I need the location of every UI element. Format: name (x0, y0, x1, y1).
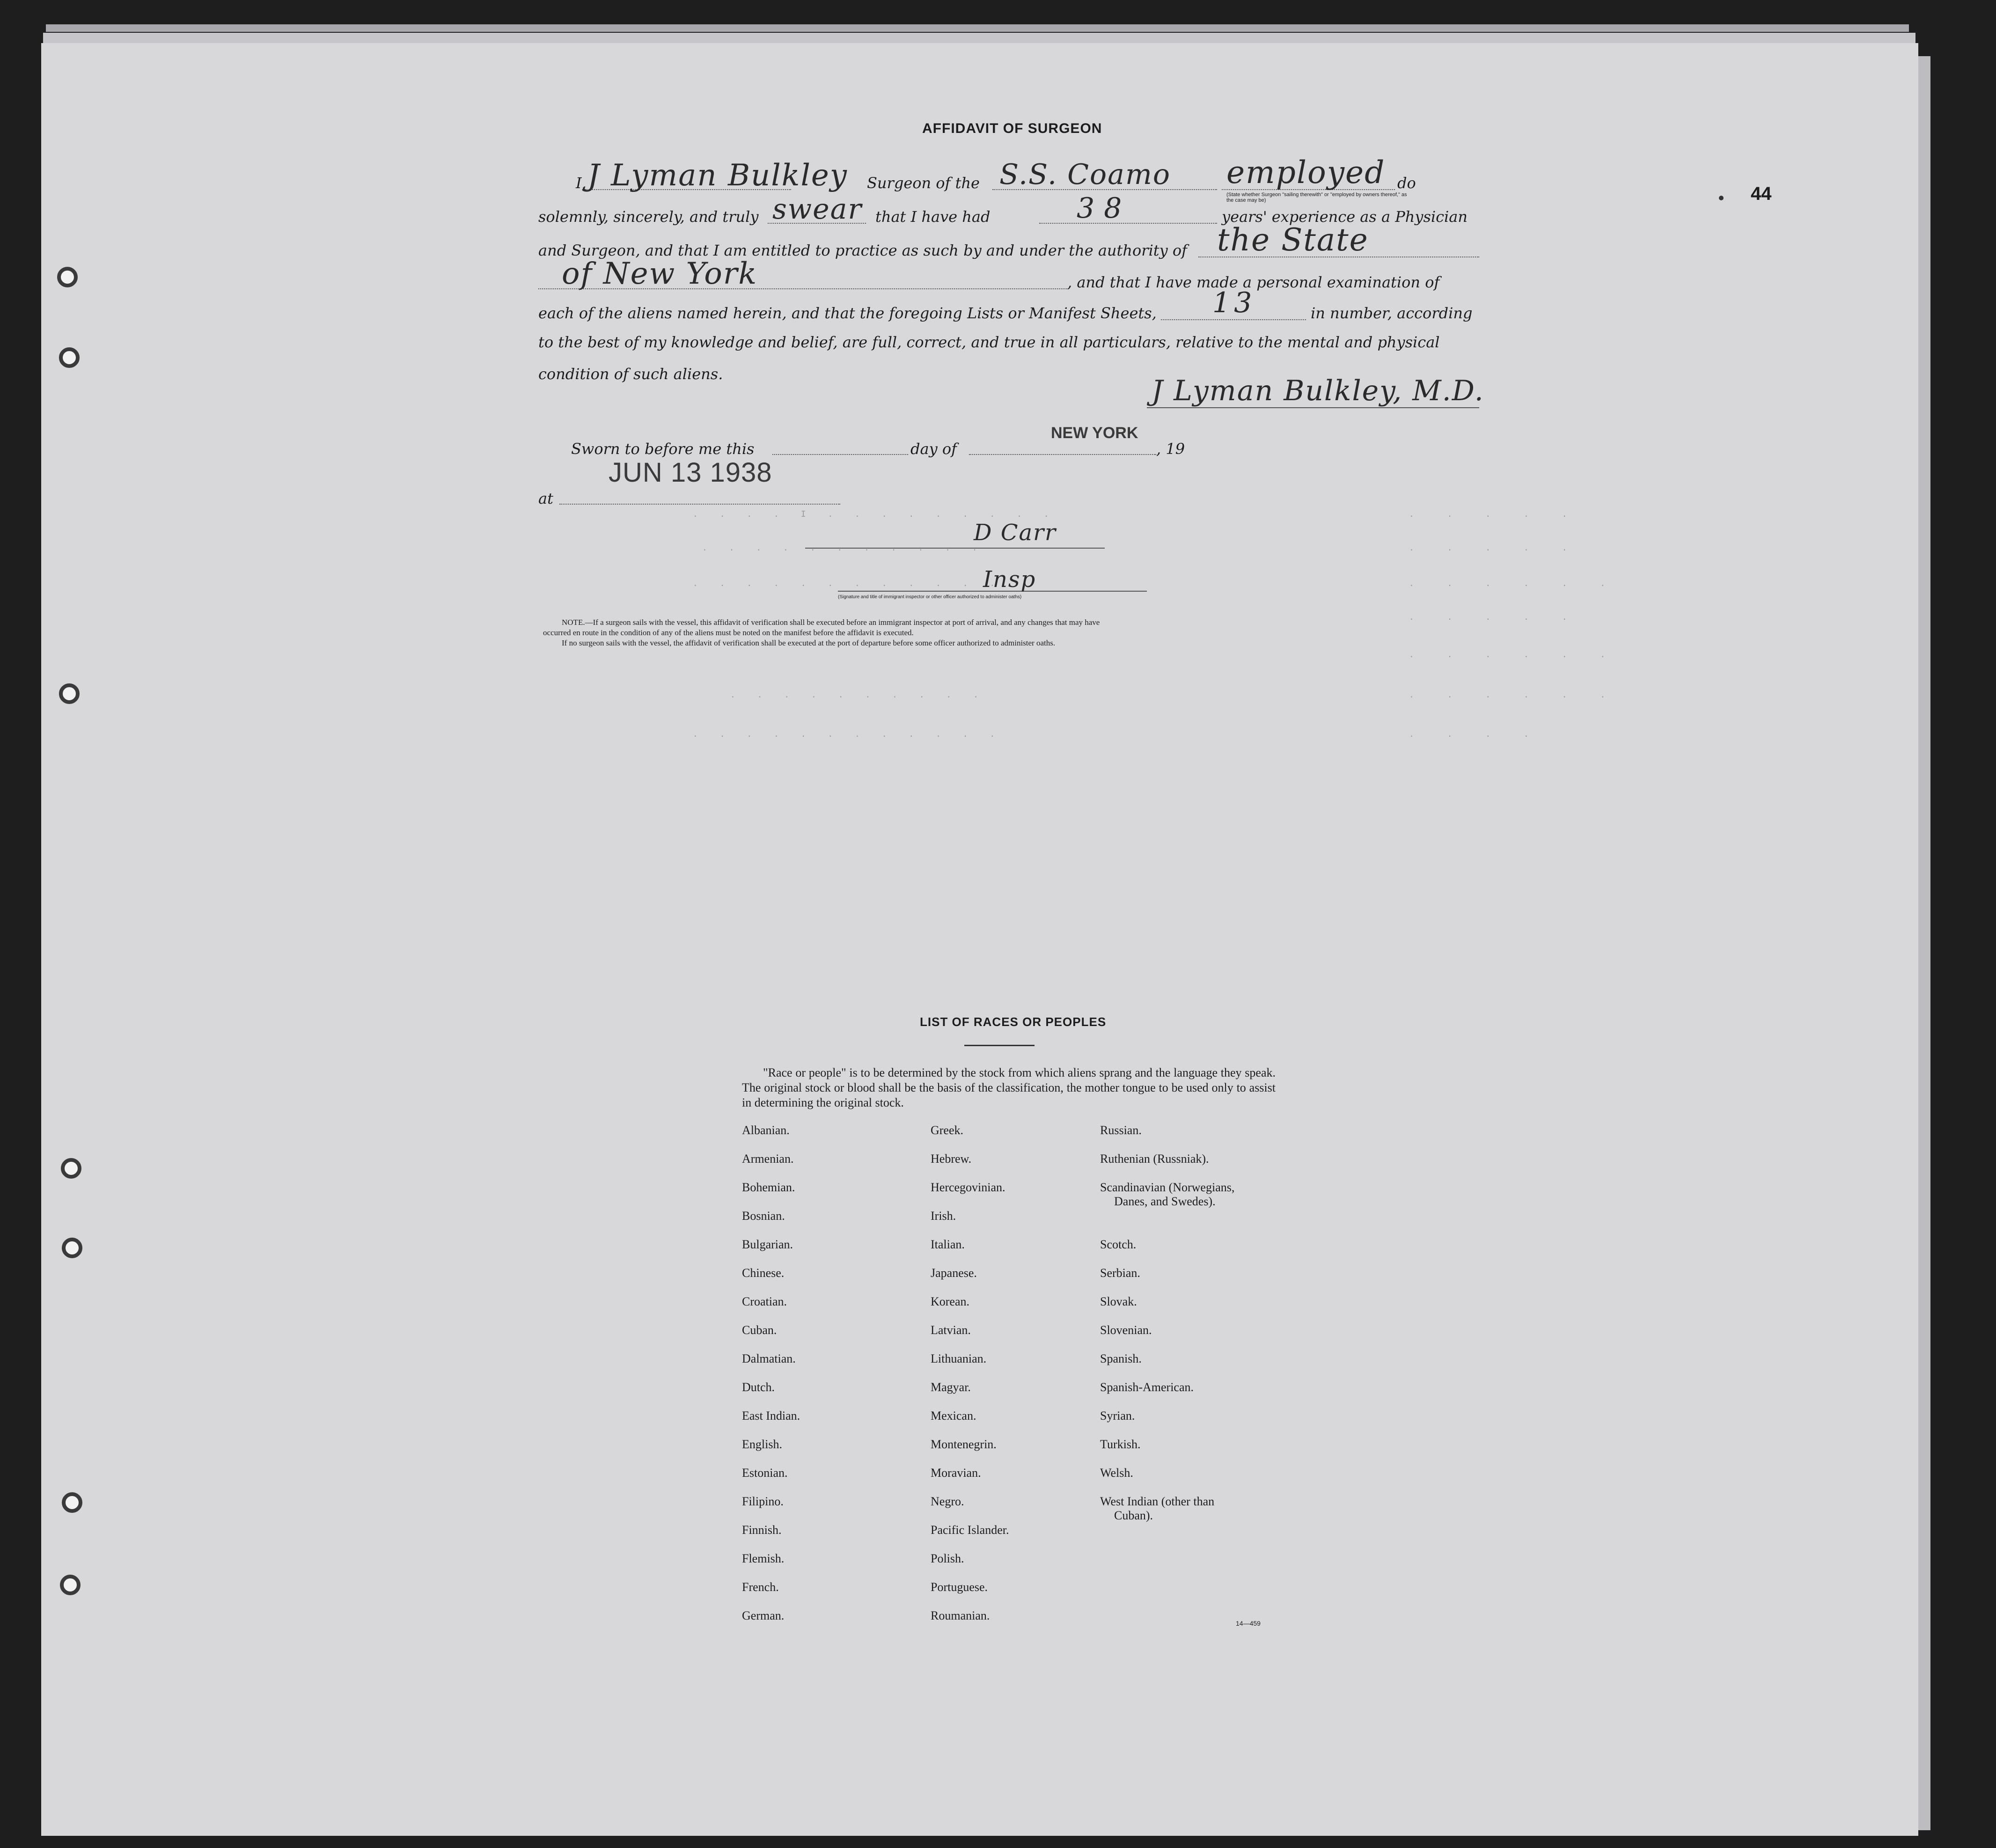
sworn-text: day of (910, 440, 957, 458)
bleed-through-text: . . . . . . . . . . . (702, 543, 986, 553)
race-item: Bosnian. (742, 1209, 785, 1223)
race-item: Filipino. (742, 1495, 784, 1508)
race-item: Spanish. (1100, 1352, 1142, 1365)
race-item: Flemish. (742, 1552, 785, 1565)
race-item: Armenian. (742, 1152, 794, 1166)
title-underline (964, 1045, 1035, 1046)
race-item: Slovak. (1100, 1295, 1137, 1308)
race-item: Ruthenian (Russniak). (1100, 1152, 1209, 1166)
affidavit-text: solemnly, sincerely, and truly (538, 208, 759, 226)
affidavit-text: each of the aliens named herein, and that the foregoing Lists or Manifest Sheets, (538, 304, 1157, 322)
race-item: Cuban). (1114, 1509, 1153, 1522)
affidavit-text: in number, according (1311, 304, 1473, 322)
race-item: Hebrew. (931, 1152, 972, 1166)
page-edge (43, 33, 1915, 44)
signature-line (1147, 407, 1479, 408)
race-item: Latvian. (931, 1323, 971, 1337)
race-item: Mexican. (931, 1409, 976, 1423)
sheets-blank (1161, 319, 1306, 320)
sworn-text: , 19 (1156, 440, 1185, 458)
bleed-through-text: . . . . . . . . . . (730, 690, 987, 700)
races-intro-text: "Race or people" is to be determined by the stock from which aliens sprang and the language they speak. The original stock or blood shall be the basis of the classification, the mother tongue to be used only to assist in determining the original stock. (742, 1066, 1276, 1109)
race-item: Turkish. (1100, 1437, 1141, 1451)
race-item: French. (742, 1580, 779, 1594)
race-item: Albanian. (742, 1123, 790, 1137)
affidavit-text: and Surgeon, and that I am entitled to practice as such by and under the authority of (538, 242, 1188, 259)
authority-handwritten-2: of New York (562, 257, 758, 291)
race-item: Japanese. (931, 1266, 977, 1280)
bleed-through-text: . . . . . (1409, 543, 1581, 553)
race-item: Irish. (931, 1209, 956, 1223)
race-item: Slovenian. (1100, 1323, 1152, 1337)
ink-dot (1719, 196, 1724, 200)
date-stamp: JUN 13 1938 (609, 457, 772, 488)
form-number: 14—459 (1236, 1620, 1261, 1627)
race-item: Dutch. (742, 1380, 775, 1394)
race-item: Bulgarian. (742, 1238, 793, 1251)
surgeon-signature: J Lyman Bulkley, M.D. (1152, 374, 1484, 407)
race-item: Lithuanian. (931, 1352, 987, 1365)
inspector-signature-1: D Carr (974, 520, 1057, 546)
race-item: Bohemian. (742, 1181, 795, 1194)
affidavit-text: condition of such aliens. (538, 365, 723, 383)
race-item: Finnish. (742, 1523, 782, 1537)
binding-hole (61, 1158, 81, 1179)
sworn-text: Sworn to before me this (571, 440, 755, 458)
bleed-through-text: . . . . . . (1409, 650, 1620, 660)
affidavit-text: I, (576, 174, 587, 192)
race-item: West Indian (other than (1100, 1495, 1215, 1508)
bleed-through-text: . . . . I . . . . . . . . . (693, 509, 1057, 519)
race-item: Russian. (1100, 1123, 1142, 1137)
note-label: NOTE. (562, 618, 585, 627)
race-item: Estonian. (742, 1466, 788, 1480)
binding-hole (59, 683, 80, 704)
race-item: German. (742, 1609, 785, 1622)
binding-hole (62, 1238, 82, 1258)
race-item: Chinese. (742, 1266, 785, 1280)
binding-hole (57, 267, 78, 287)
race-item: Hercegovinian. (931, 1181, 1005, 1194)
bleed-through-text: . . . . . . (1409, 690, 1620, 700)
race-item: Cuban. (742, 1323, 777, 1337)
bleed-through-text: . . . . . . . . . . . . (693, 729, 1004, 739)
race-item: Montenegrin. (931, 1437, 997, 1451)
race-item: Syrian. (1100, 1409, 1135, 1423)
signature-caption: (Signature and title of immigrant inspector or other officer authorized to administer oaths) (838, 594, 1022, 600)
page-number: 44 (1751, 183, 1772, 204)
affidavit-note-line-3: If no surgeon sails with the vessel, the affidavit of verification shall be executed at the port of departure before some officer authorized to administer oaths. (562, 638, 1056, 647)
affidavit-title: AFFIDAVIT OF SURGEON (922, 121, 1102, 136)
race-item: Danes, and Swedes). (1114, 1195, 1216, 1208)
bleed-through-text: . . . . . . . . . . . . (693, 579, 1004, 588)
at-blank (559, 504, 840, 505)
race-item: Roumanian. (931, 1609, 990, 1622)
affidavit-text: to the best of my knowledge and belief, are full, correct, and true in all particulars, relative to the mental and physical (538, 333, 1440, 351)
race-item: Magyar. (931, 1380, 971, 1394)
bleed-through-text: . . . . . (1409, 509, 1581, 519)
sheets-handwritten: 13 (1212, 286, 1256, 319)
page-edge (46, 24, 1909, 32)
races-title: LIST OF RACES OR PEOPLES (920, 1015, 1107, 1029)
race-item: Scotch. (1100, 1238, 1137, 1251)
surgeon-name-handwritten: J Lyman Bulkley (587, 158, 848, 193)
binding-hole (59, 347, 80, 368)
affidavit-text: , and that I have made a personal examination of (1067, 273, 1440, 291)
affidavit-text: do (1397, 174, 1416, 192)
race-item: Pacific Islander. (931, 1523, 1009, 1537)
sworn-day-blank (772, 454, 908, 455)
race-item: Polish. (931, 1552, 964, 1565)
years-handwritten: 38 (1077, 192, 1131, 225)
ship-handwritten: S.S. Coamo (999, 158, 1171, 191)
race-item: Greek. (931, 1123, 964, 1137)
race-item: Serbian. (1100, 1266, 1140, 1280)
sworn-month-blank (969, 454, 1156, 455)
oath-handwritten: swear (772, 193, 863, 226)
race-item: Moravian. (931, 1466, 981, 1480)
inspector-signature-2: Insp (983, 566, 1036, 593)
city-stamp: NEW YORK (1051, 424, 1138, 442)
race-item: Croatian. (742, 1295, 787, 1308)
race-item: Korean. (931, 1295, 970, 1308)
authority-handwritten-1: the State (1217, 222, 1369, 258)
bleed-through-text: . . . . (1409, 729, 1543, 739)
affidavit-text: that I have had (875, 208, 991, 226)
binding-hole (62, 1492, 82, 1513)
race-item: East Indian. (742, 1409, 800, 1423)
inspector-line-1 (805, 548, 1105, 549)
races-intro (742, 1065, 1276, 1110)
race-item: Dalmatian. (742, 1352, 796, 1365)
employment-note: (State whether Surgeon "sailing therewith" or "employed by owners thereof," as the case may be) (1226, 192, 1407, 203)
bleed-through-text: . . . . . . (1409, 579, 1620, 588)
affidavit-note-line-2: occurred en route in the condition of any of the aliens must be noted on the manifest before the affidavit is executed. (543, 628, 914, 637)
affidavit-text: years' experience as a Physician (1222, 208, 1468, 226)
note-text: —If a surgeon sails with the vessel, this affidavit of verification shall be executed before an immigrant inspector at port of arrival, and any changes that may have (585, 618, 1100, 627)
employment-handwritten: employed (1226, 154, 1386, 191)
at-label: at (538, 490, 553, 507)
race-item: Scandinavian (Norwegians, (1100, 1181, 1235, 1194)
affidavit-note-line-1 (562, 618, 1479, 627)
bleed-through-text: . . . . . (1409, 612, 1581, 622)
race-item: English. (742, 1437, 782, 1451)
race-item: Welsh. (1100, 1466, 1133, 1480)
race-item: Italian. (931, 1238, 965, 1251)
race-item: Portuguese. (931, 1580, 988, 1594)
race-item: Negro. (931, 1495, 964, 1508)
race-item: Spanish-American. (1100, 1380, 1194, 1394)
affidavit-text: Surgeon of the (867, 174, 980, 192)
binding-hole (60, 1575, 81, 1595)
